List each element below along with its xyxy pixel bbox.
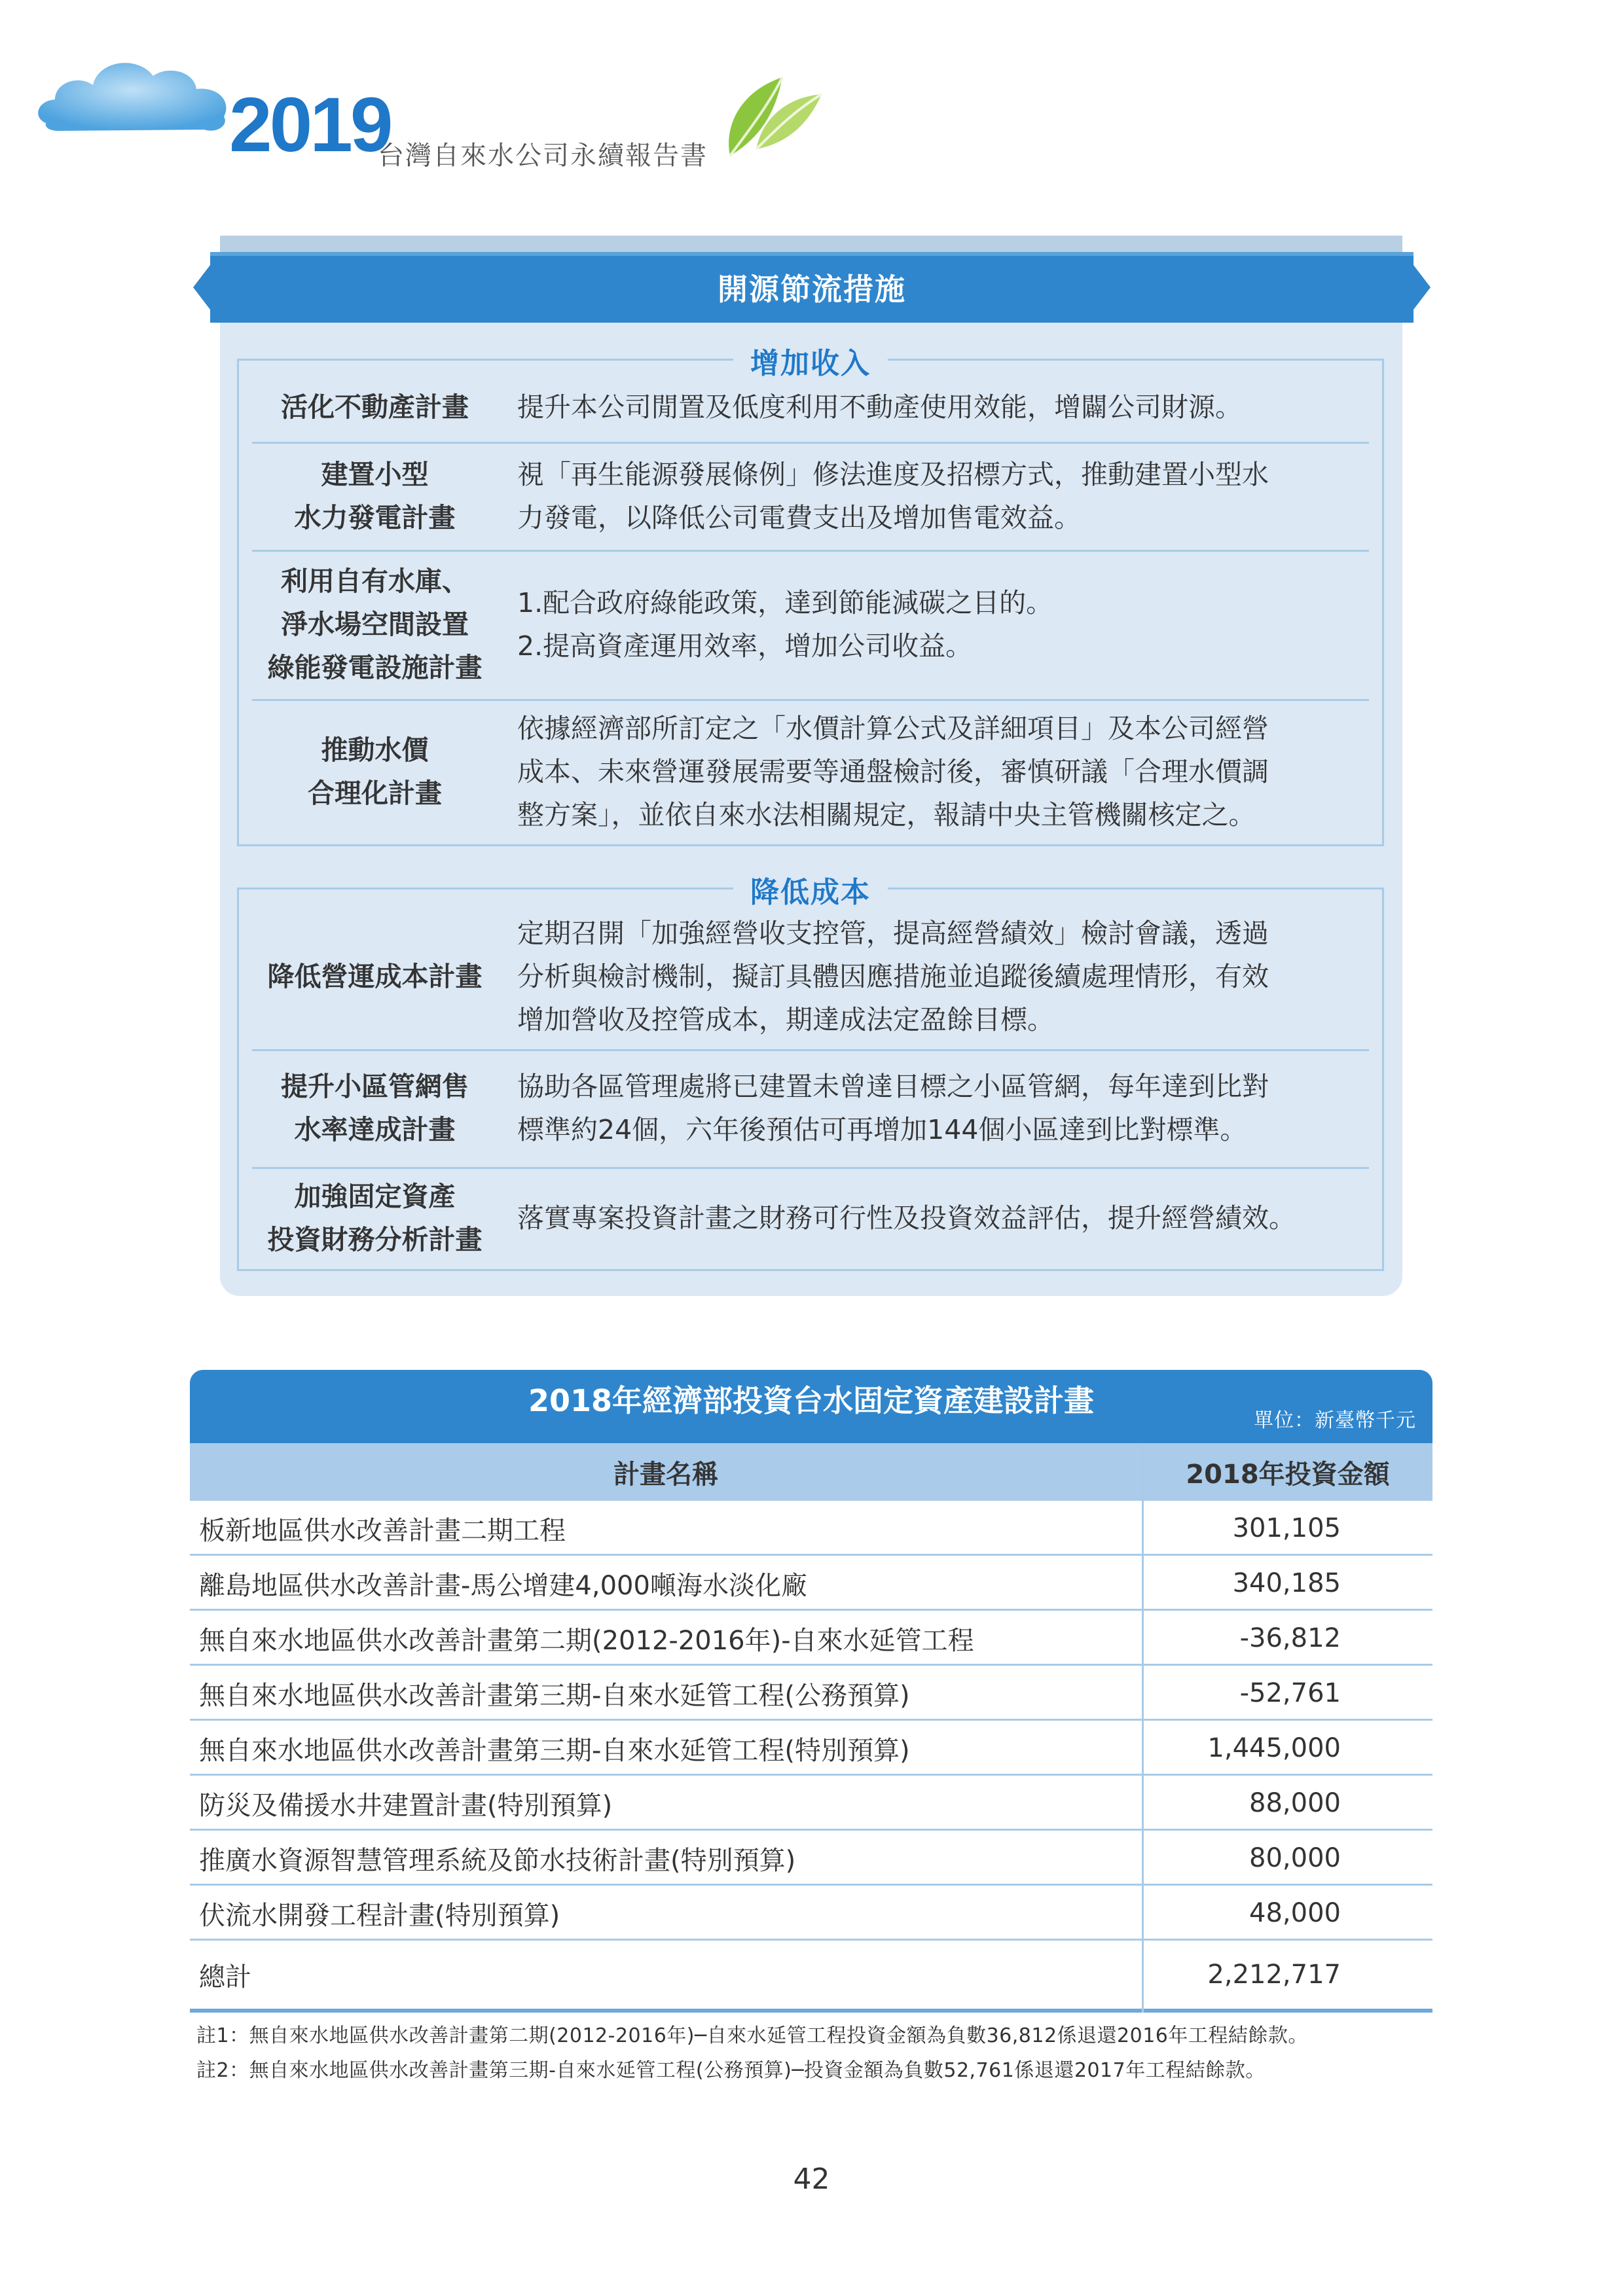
measure-desc: 1.配合政府綠能政策，達到節能減碳之目的。 2.提高資產運用效率，增加公司收益。	[517, 587, 1053, 662]
measure-desc: 提升本公司閒置及低度利用不動產使用效能，增闢公司財源。	[517, 391, 1242, 423]
project-amount: 88,000	[1249, 1788, 1341, 1818]
report-header	[33, 46, 884, 177]
table-row	[190, 1611, 1432, 1666]
measure-title: 活化不動產計畫	[281, 391, 469, 423]
table-row	[190, 1666, 1432, 1721]
measure-row	[252, 904, 1369, 1051]
leaf-icon	[717, 64, 828, 162]
table-row	[190, 1776, 1432, 1831]
table-row	[190, 1886, 1432, 1941]
measure-title: 加強固定資產 投資財務分析計畫	[267, 1181, 483, 1255]
measure-row	[252, 1049, 1369, 1169]
project-name: 離島地區供水改善計畫-馬公增建4,000噸海水淡化廠	[199, 1570, 807, 1601]
project-amount: 48,000	[1249, 1898, 1341, 1928]
section-reduce-cost	[237, 876, 1384, 1271]
table-note: 註2：無自來水地區供水改善計畫第三期-自來水延管工程(公務預算)─投資金額為負數52,761係退還2017年工程結餘款。	[196, 2059, 1266, 2082]
project-name: 無自來水地區供水改善計畫第三期-自來水延管工程(公務預算)	[199, 1680, 910, 1711]
project-name: 無自來水地區供水改善計畫第二期(2012-2016年)-自來水延管工程	[199, 1625, 974, 1656]
table-unit: 單位：新臺幣千元	[1254, 1409, 1416, 1432]
measure-desc: 定期召開「加強經營收支控管，提高經營績效」檢討會議，透過 分析與檢討機制，擬訂具體因應措施並追蹤後續處理情形，有效 增加營收及控管成本，期達成法定盈餘目標。	[517, 918, 1269, 1035]
project-amount: -36,812	[1239, 1623, 1341, 1653]
page-number: 42	[793, 2162, 830, 2196]
total-label: 總計	[199, 1962, 251, 1992]
measures-title: 開源節流措施	[718, 272, 906, 307]
table-row	[190, 1721, 1432, 1776]
report-year: 2019	[229, 82, 391, 168]
section-heading: 增加收入	[733, 347, 888, 380]
total-amount: 2,212,717	[1207, 1960, 1341, 1990]
project-name: 板新地區供水改善計畫二期工程	[199, 1515, 566, 1546]
measure-row	[252, 550, 1369, 701]
table-row	[190, 1831, 1432, 1886]
measure-title: 推動水價 合理化計畫	[308, 734, 442, 809]
column-divider	[1142, 1443, 1144, 2013]
project-name: 推廣水資源智慧管理系統及節水技術計畫(特別預算)	[199, 1845, 796, 1876]
measure-desc: 視「再生能源發展條例」修法進度及招標方式，推動建置小型水 力發電，以降低公司電費支出及增加售電效益。	[517, 458, 1269, 533]
project-amount: 340,185	[1232, 1568, 1341, 1598]
project-amount: 301,105	[1232, 1513, 1341, 1543]
measure-title: 提升小區管網售 水率達成計畫	[281, 1071, 469, 1145]
measure-title: 利用自有水庫、 淨水場空間設置 綠能發電設施計畫	[267, 565, 483, 683]
table-title: 2018年經濟部投資台水固定資產建設計畫	[528, 1383, 1095, 1418]
project-amount: -52,761	[1239, 1678, 1341, 1708]
table-note: 註1：無自來水地區供水改善計畫第二期(2012-2016年)─自來水延管工程投資金額為負數36,812係退還2016年工程結餘款。	[196, 2024, 1308, 2047]
project-name: 防災及備援水井建置計畫(特別預算)	[199, 1790, 613, 1821]
measure-desc: 依據經濟部所訂定之「水價計算公式及詳細項目」及本公司經營 成本、未來營運發展需要等通盤檢討後，審慎研議「合理水價調 整方案」，並依自來水法相關規定，報請中央主管機關核定之。	[517, 713, 1269, 831]
table-row	[190, 1501, 1432, 1556]
table-header-bar	[190, 1370, 1432, 1443]
project-amount: 1,445,000	[1207, 1733, 1341, 1763]
report-title: 台灣自來水公司永續報告書	[378, 141, 708, 171]
project-amount: 80,000	[1249, 1843, 1341, 1873]
measure-row	[252, 372, 1369, 444]
table-total-row	[190, 1941, 1432, 2013]
measure-row	[252, 442, 1369, 552]
table-row	[190, 1556, 1432, 1611]
project-name: 無自來水地區供水改善計畫第三期-自來水延管工程(特別預算)	[199, 1735, 910, 1766]
section-increase-revenue	[237, 347, 1384, 846]
column-header-name: 計畫名稱	[190, 1443, 1142, 1501]
measure-title: 建置小型 水力發電計畫	[294, 458, 456, 533]
project-name: 伏流水開發工程計畫(特別預算)	[199, 1900, 560, 1931]
column-header-amount: 2018年投資金額	[1143, 1443, 1432, 1501]
measure-desc: 協助各區管理處將已建置未曾達目標之小區管網，每年達到比對 標準約24個，六年後預估可再增加144個小區達到比對標準。	[517, 1071, 1269, 1145]
cloud-icon	[33, 46, 242, 137]
measure-row	[252, 1167, 1369, 1269]
section-heading: 降低成本	[733, 876, 888, 909]
measure-desc: 落實專案投資計畫之財務可行性及投資效益評估，提升經營績效。	[517, 1202, 1296, 1234]
measure-title: 降低營運成本計畫	[267, 961, 483, 992]
measure-row	[252, 699, 1369, 844]
